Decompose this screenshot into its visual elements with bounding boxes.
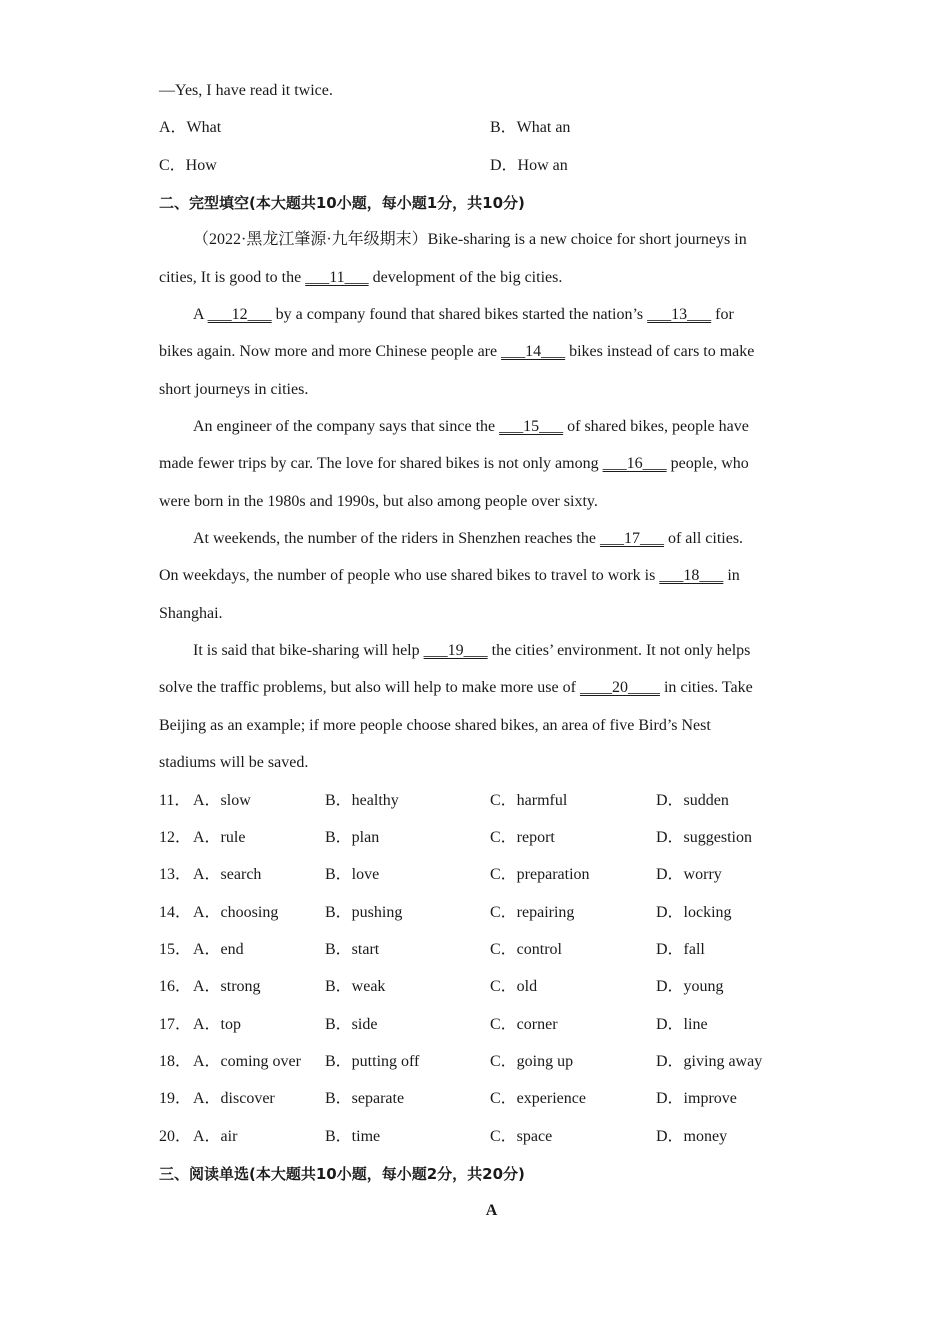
section-heading: 三、阅读单选(本大题共10小题，每小题2分，共20分)	[159, 1165, 525, 1183]
question-number: 15．	[159, 941, 192, 958]
option-a: A．What	[159, 119, 222, 136]
question-number: 17．	[159, 1016, 192, 1033]
passage-text: of shared bikes, people have	[563, 418, 749, 435]
choice-d: D．suggestion	[656, 829, 753, 846]
blank-16: ___16___	[602, 455, 667, 472]
question-number: 16．	[159, 978, 192, 995]
passage-line	[193, 305, 734, 325]
choice-c: C．preparation	[490, 866, 590, 883]
passage-text: On weekdays, the number of people who use shared bikes to travel to work is	[159, 567, 660, 584]
question-number: 12．	[159, 829, 192, 846]
passage-line: Shanghai.	[159, 605, 223, 622]
blank-17: ___17___	[599, 530, 664, 547]
passage-text: bikes instead of cars to make	[565, 343, 755, 360]
passage-line: stadiums will be saved.	[159, 754, 309, 771]
passage-line	[159, 678, 753, 698]
blank-13: ___13___	[647, 306, 712, 323]
choice-d: D．giving away	[656, 1053, 763, 1070]
blank-11: ___11___	[305, 269, 369, 286]
choice-a: A．air	[193, 1128, 238, 1145]
choice-b: B．putting off	[325, 1053, 420, 1070]
choice-d: D．worry	[656, 866, 722, 883]
passage-text: cities, It is good to the	[159, 269, 306, 286]
answer-line: —Yes, I have read it twice.	[159, 82, 333, 99]
passage-text: A	[193, 306, 208, 323]
passage-text: made fewer trips by car. The love for shared bikes is not only among	[159, 455, 603, 472]
passage-line	[193, 417, 749, 437]
choice-c: C．corner	[490, 1016, 558, 1033]
choice-a: A．strong	[193, 978, 261, 995]
passage-line: Beijing as an example; if more people choose shared bikes, an area of five Bird’s Nest	[159, 717, 711, 734]
source-note: （2022·黑龙江肇源·九年级期末）	[193, 231, 428, 248]
passage-text: Bike-sharing is a new choice for short journeys in	[427, 231, 747, 248]
blank-12: ___12___	[207, 306, 272, 323]
choice-a: A．rule	[193, 829, 246, 846]
passage-text: people, who	[666, 455, 749, 472]
passage-line: short journeys in cities.	[159, 381, 309, 398]
choice-c: C．space	[490, 1128, 553, 1145]
passage-line	[159, 454, 749, 474]
choice-d: D．fall	[656, 941, 705, 958]
passage-text: the cities’ environment. It not only helps	[487, 642, 751, 659]
option-c: C．How	[159, 157, 217, 174]
choice-a: A．slow	[193, 792, 251, 809]
passage-text: of all cities.	[663, 530, 744, 547]
passage-text: by a company found that shared bikes started the nation’s	[271, 306, 648, 323]
blank-15: ___15___	[499, 418, 564, 435]
question-number: 20．	[159, 1128, 192, 1145]
question-number: 11．	[159, 792, 191, 809]
blank-14: ___14___	[501, 343, 566, 360]
passage-text: in cities. Take	[659, 679, 753, 696]
choice-b: B．start	[325, 941, 380, 958]
choice-c: C．harmful	[490, 792, 568, 809]
choice-d: D．line	[656, 1016, 708, 1033]
blank-19: ___19___	[423, 642, 488, 659]
passage-text: An engineer of the company says that since the	[193, 418, 500, 435]
passage-text: At weekends, the number of the riders in Shenzhen reaches the	[193, 530, 600, 547]
choice-b: B．weak	[325, 978, 386, 995]
question-number: 19．	[159, 1090, 192, 1107]
choice-b: B．love	[325, 866, 380, 883]
option-b: B．What an	[490, 119, 571, 136]
passage-line	[193, 641, 750, 661]
blank-20: ____20____	[579, 679, 660, 696]
option-d: D．How an	[490, 157, 568, 174]
choice-b: B．separate	[325, 1090, 405, 1107]
choice-d: D．improve	[656, 1090, 737, 1107]
choice-a: A．search	[193, 866, 262, 883]
passage-line	[159, 342, 754, 362]
passage-text: for	[711, 306, 734, 323]
passage-text: bikes again. Now more and more Chinese people are	[159, 343, 502, 360]
choice-b: B．pushing	[325, 904, 403, 921]
section-heading: 二、完型填空(本大题共10小题，每小题1分，共10分)	[159, 194, 525, 212]
passage-text: solve the traffic problems, but also will help to make more use of	[159, 679, 580, 696]
passage-line	[193, 230, 747, 250]
choice-d: D．sudden	[656, 792, 729, 809]
choice-c: C．going up	[490, 1053, 574, 1070]
passage-line	[193, 529, 743, 549]
choice-c: C．repairing	[490, 904, 575, 921]
passage-line	[159, 566, 740, 586]
choice-b: B．healthy	[325, 792, 399, 809]
choice-b: B．time	[325, 1128, 381, 1145]
passage-text: development of the big cities.	[368, 269, 563, 286]
passage-line: were born in the 1980s and 1990s, but also among people over sixty.	[159, 493, 598, 510]
choice-c: C．experience	[490, 1090, 586, 1107]
choice-a: A．end	[193, 941, 244, 958]
choice-c: C．old	[490, 978, 538, 995]
passage-text: in	[723, 567, 740, 584]
choice-d: D．money	[656, 1128, 728, 1145]
choice-d: D．young	[656, 978, 724, 995]
choice-a: A．top	[193, 1016, 242, 1033]
choice-a: A．choosing	[193, 904, 279, 921]
choice-a: A．coming over	[193, 1053, 301, 1070]
passage-line	[159, 268, 562, 288]
question-number: 18．	[159, 1053, 192, 1070]
choice-b: B．plan	[325, 829, 380, 846]
choice-a: A．discover	[193, 1090, 275, 1107]
question-number: 13．	[159, 866, 192, 883]
passage-text: It is said that bike-sharing will help	[193, 642, 424, 659]
choice-d: D．locking	[656, 904, 732, 921]
passage-label: A	[485, 1202, 498, 1219]
choice-c: C．report	[490, 829, 555, 846]
blank-18: ___18___	[659, 567, 724, 584]
choice-c: C．control	[490, 941, 562, 958]
choice-b: B．side	[325, 1016, 378, 1033]
question-number: 14．	[159, 904, 192, 921]
